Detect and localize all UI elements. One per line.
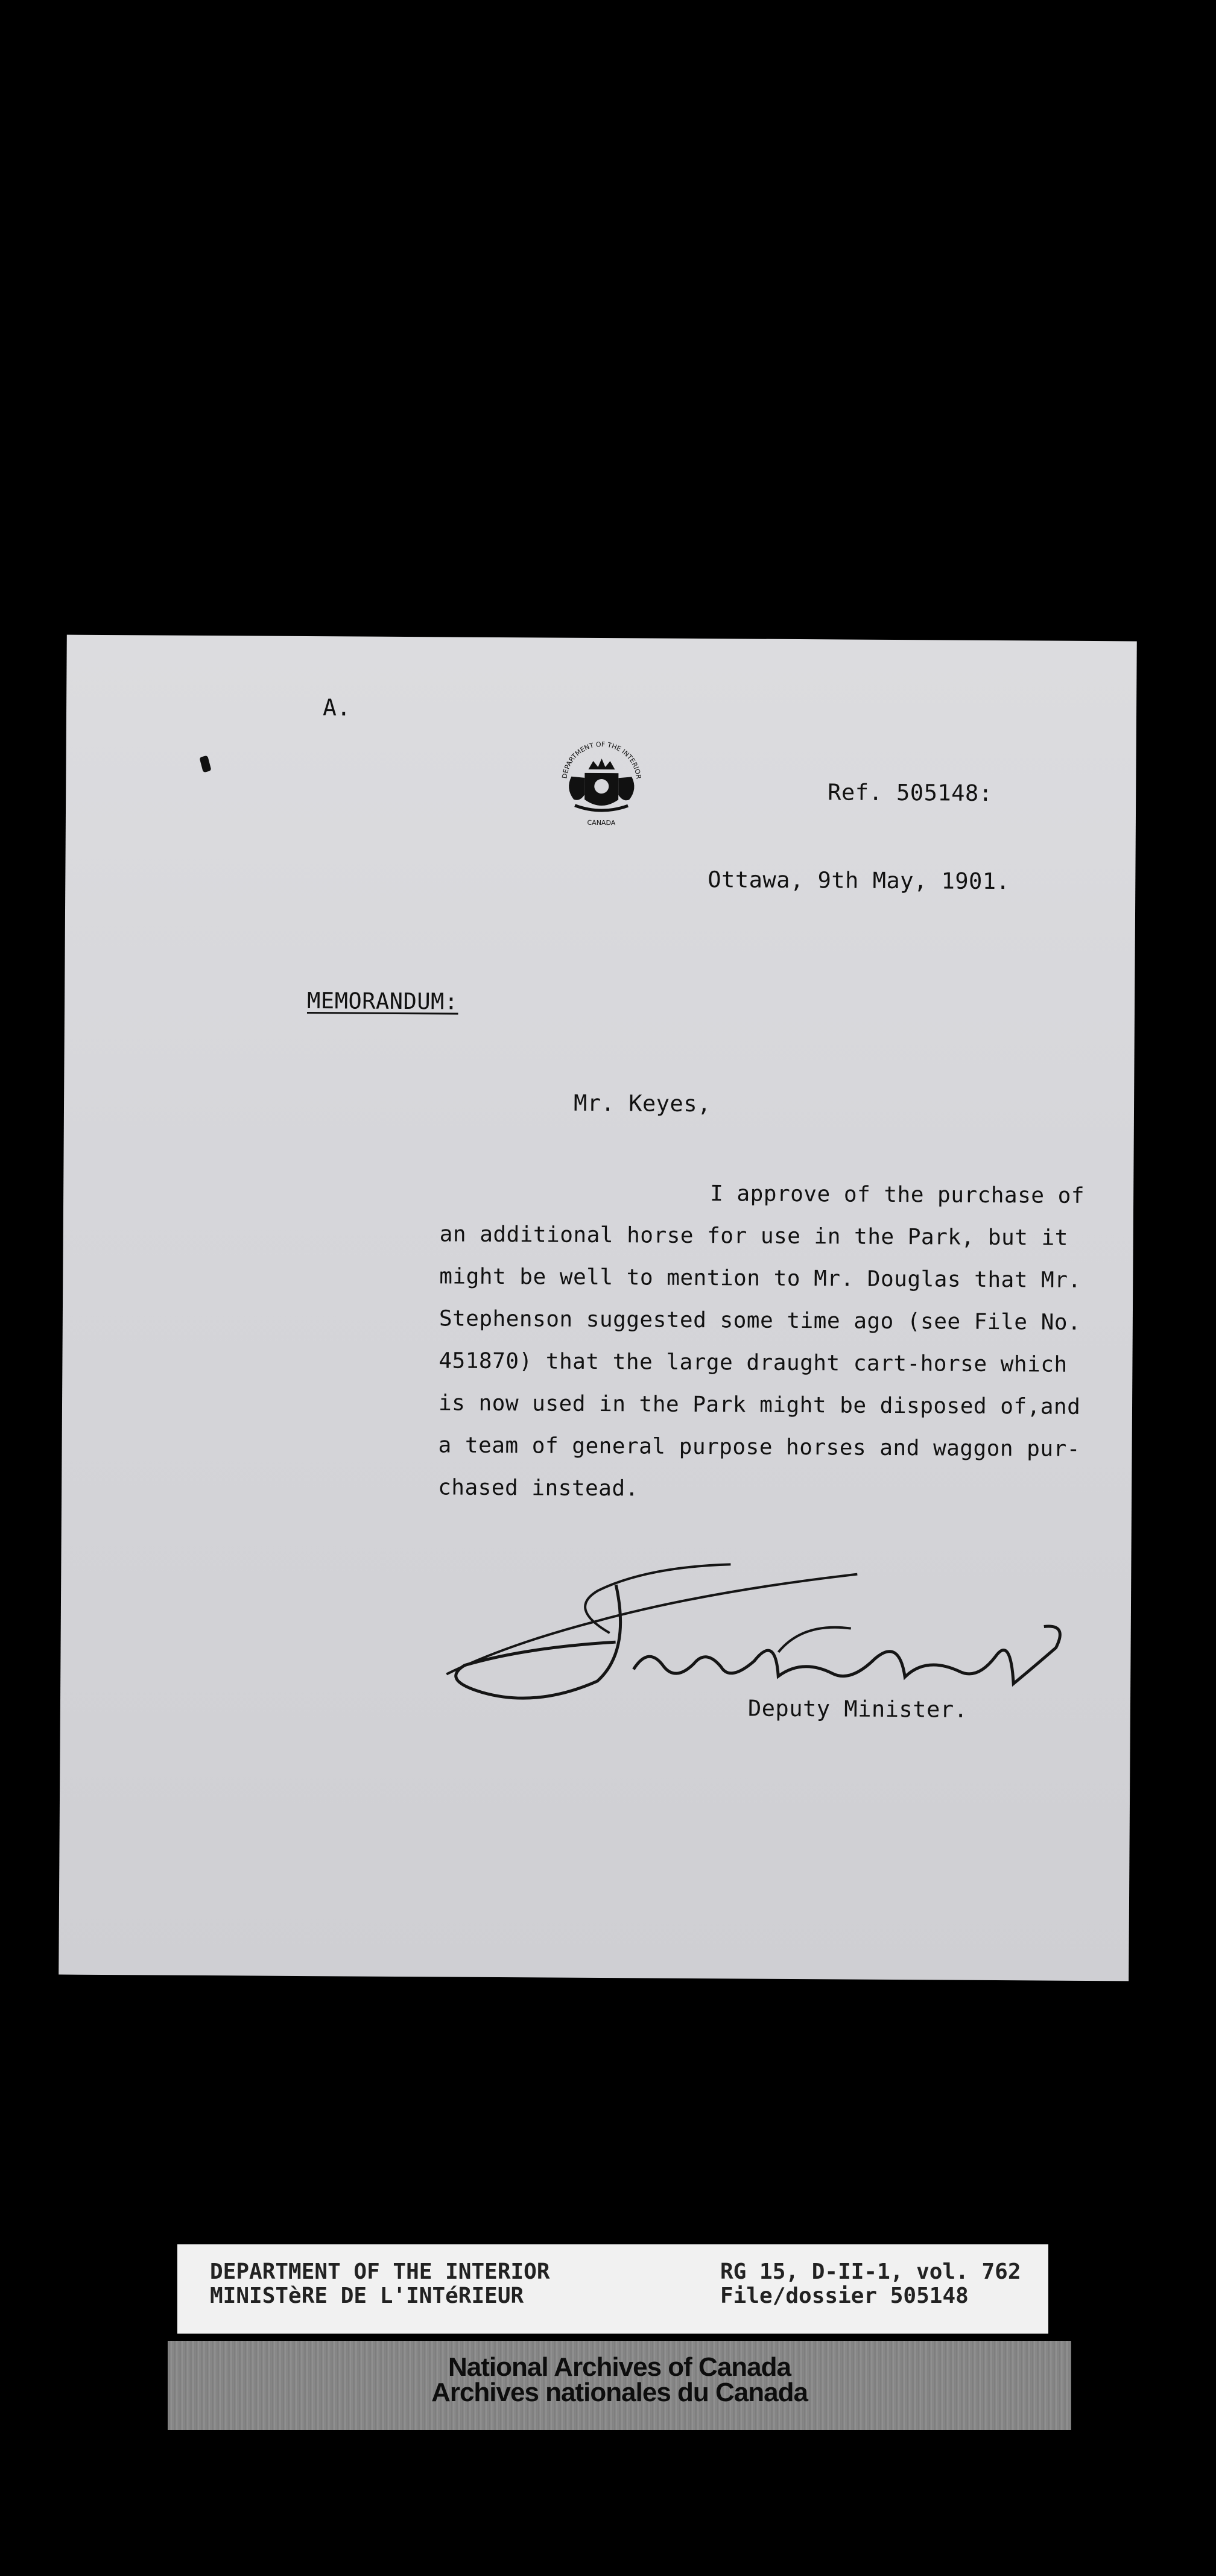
archive-reference-label [177,2244,1048,2334]
memorandum-page [59,635,1137,1981]
archives-name-en: National Archives of Canada [448,2352,791,2382]
ink-mark [199,756,211,773]
enclosure-letter: A. [322,694,351,721]
body-line: Stephenson suggested some time ago (see File No. [439,1306,1081,1335]
body-line: might be well to mention to Mr. Douglas that Mr. [439,1264,1081,1293]
record-group-reference: RG 15, D-II-1, vol. 762 [720,2259,1021,2284]
body-line: an additional horse for use in the Park, but it [439,1222,1069,1251]
crest-arc-text: DEPARTMENT OF THE INTERIOR [560,740,643,780]
file-number: File/dossier 505148 [720,2284,969,2308]
letter-date: Ottawa, 9th May, 1901. [708,867,1010,895]
body-line: I approve of the purchase of [710,1181,1085,1208]
body-line: a team of general purpose horses and waggon pur- [438,1433,1081,1462]
reference-number: Ref. 505148: [828,779,993,806]
body-line: chased instead. [438,1475,639,1501]
signoff-title: Deputy Minister. [747,1695,968,1723]
archives-banner [168,2341,1071,2430]
memo-heading: MEMORANDUM: [306,988,458,1015]
handwritten-signature [416,1499,1081,1720]
body-line: 451870) that the large draught cart-horse which [439,1348,1068,1377]
department-name-en: DEPARTMENT OF THE INTERIOR [210,2259,550,2284]
body-line: is now used in the Park might be disposed of,and [438,1391,1081,1419]
department-name-fr: MINISTèRE DE L'INTéRIEUR [210,2284,524,2308]
crest-bottom-text: CANADA [587,818,616,827]
archives-name-fr: Archives nationales du Canada [431,2378,808,2407]
addressee: Mr. Keyes, [573,1090,711,1117]
department-crest-icon [553,734,650,832]
